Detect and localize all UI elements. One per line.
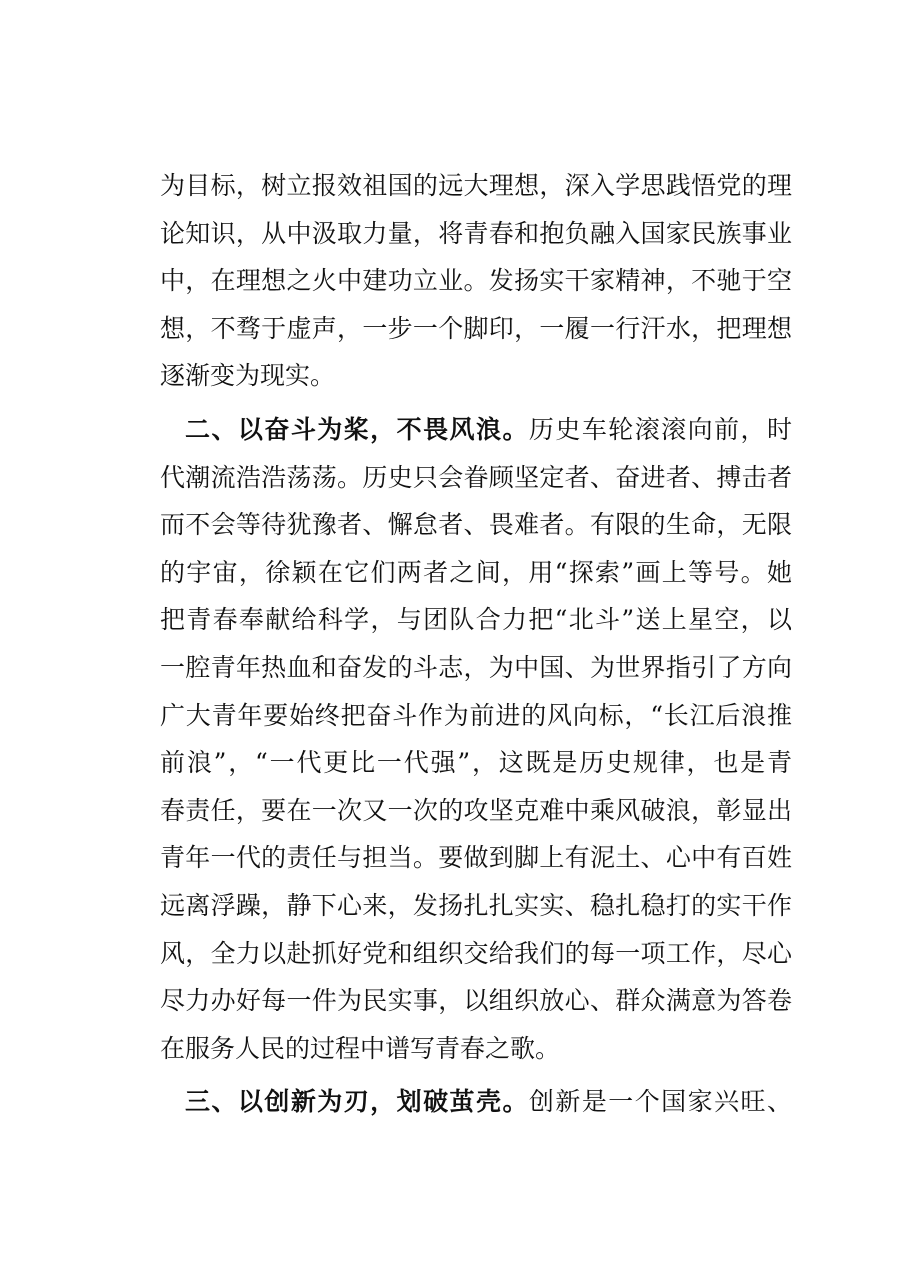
paragraph-line: 想，不骛于虚声，一步一个脚印，一履一行汗水，把理想 — [160, 313, 792, 343]
paragraph-line: 一腔青年热血和奋发的斗志，为中国、为世界指引了方向 — [160, 652, 792, 682]
paragraph-3 — [160, 1078, 792, 1126]
section-heading: 二、以奋斗为桨，不畏风浪。 — [185, 414, 529, 444]
paragraph-line: 在服务人民的过程中谱写青春之歌。 — [160, 1033, 561, 1063]
paragraph-line: 风，全力以赴抓好党和组织交给我们的每一项工作，尽心 — [160, 938, 792, 968]
paragraph-line: 而不会等待犹豫者、懈怠者、畏难者。有限的生命，无限 — [160, 510, 792, 540]
paragraph-line: 中，在理想之火中建功立业。发扬实干家精神，不驰于空 — [160, 266, 792, 296]
paragraph-line: 的宇宙，徐颖在它们两者之间，用“探索”画上等号。她 — [160, 557, 792, 587]
section-heading: 三、以创新为刃，划破茧壳。 — [185, 1087, 529, 1117]
paragraph-first-line — [160, 406, 792, 454]
paragraph-1 — [160, 162, 792, 400]
paragraph-first-line — [160, 1078, 792, 1126]
paragraph-2 — [160, 406, 792, 1072]
paragraph-line: 广大青年要始终把奋斗作为前进的风向标，“长江后浪推 — [160, 700, 792, 730]
document-body — [160, 162, 792, 1126]
paragraph-text: 创新是一个国家兴旺、 — [528, 1087, 792, 1117]
paragraph-text: 历史车轮滚滚向前，时 — [528, 414, 792, 444]
paragraph-line: 青年一代的责任与担当。要做到脚上有泥土、心中有百姓 — [160, 843, 792, 873]
paragraph-line: 春责任，要在一次又一次的攻坚克难中乘风破浪，彰显出 — [160, 795, 792, 825]
paragraph-line: 远离浮躁，静下心来，发扬扎扎实实、稳扎稳打的实干作 — [160, 890, 792, 920]
paragraph-line: 代潮流浩浩荡荡。历史只会眷顾坚定者、奋进者、搏击者 — [160, 462, 792, 492]
paragraph-line: 把青春奉献给科学，与团队合力把“北斗”送上星空，以 — [160, 605, 792, 635]
paragraph-line: 逐渐变为现实。 — [160, 361, 336, 391]
paragraph-line: 论知识，从中汲取力量，将青春和抱负融入国家民族事业 — [160, 218, 792, 248]
paragraph-line: 为目标，树立报效祖国的远大理想，深入学思践悟党的理 — [160, 171, 792, 200]
paragraph-line: 前浪”，“一代更比一代强”，这既是历史规律，也是青 — [160, 748, 792, 778]
paragraph-line: 尽力办好每一件为民实事，以组织放心、群众满意为答卷 — [160, 986, 792, 1016]
